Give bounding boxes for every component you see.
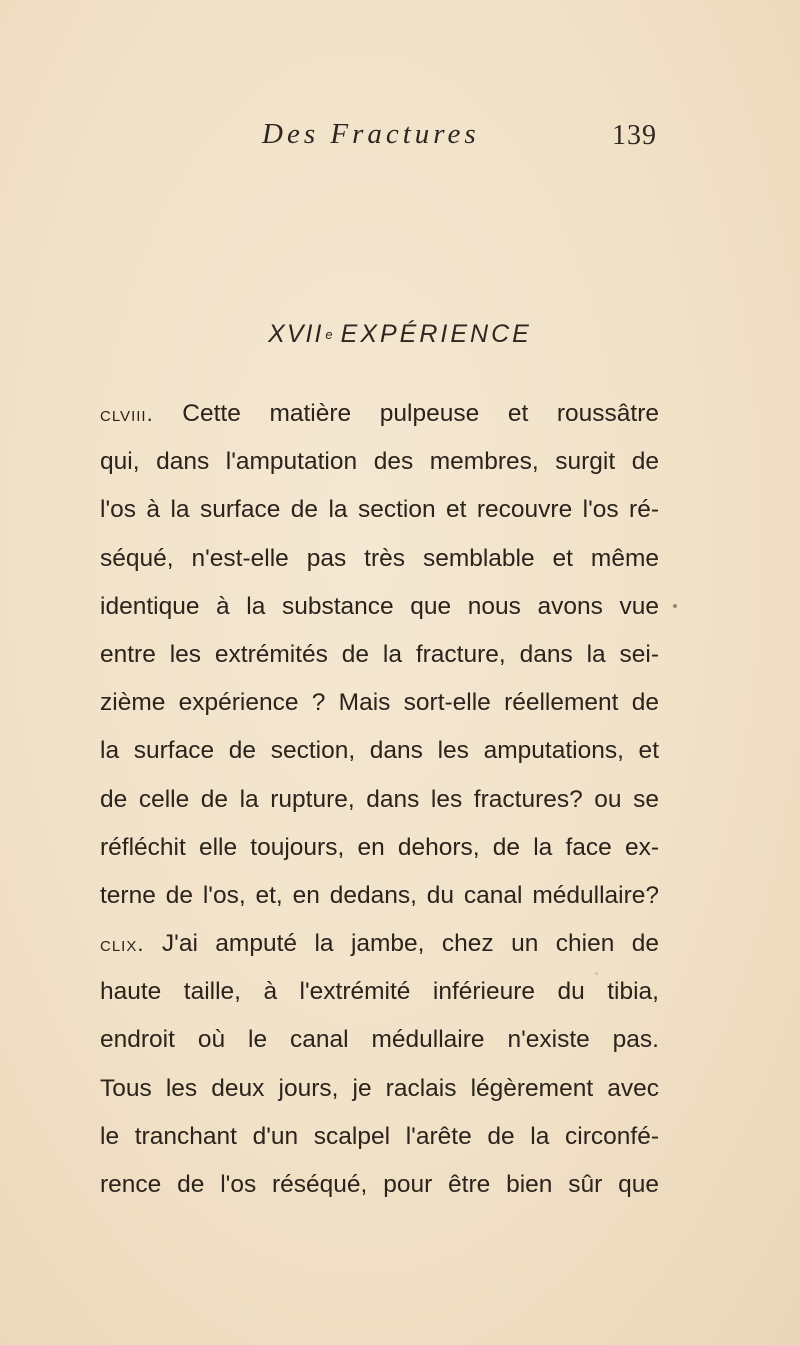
body-text	[100, 390, 659, 1209]
text-line	[100, 920, 659, 968]
running-title: Des Fractures	[262, 118, 480, 150]
paper-speck	[595, 972, 598, 975]
text-line: zième expérience ? Mais sort-elle réellement de	[100, 689, 659, 717]
text-line: entre les extrémités de la fracture, dans la sei-	[100, 640, 659, 668]
text-line: Tous les deux jours, je raclais légèrement avec	[100, 1074, 659, 1102]
paragraph-number: clix.	[100, 931, 145, 957]
line-text: J'ai amputé la jambe, chez un chien de	[144, 930, 659, 958]
section-superscript: e	[325, 327, 333, 342]
ink-speck	[673, 604, 677, 608]
text-line: l'os à la surface de la section et recouvre l'os ré-	[100, 496, 659, 524]
running-head	[0, 118, 800, 162]
section-title: EXPÉRIENCE	[340, 320, 532, 348]
text-line: qui, dans l'amputation des membres, surgit de	[100, 448, 659, 476]
text-line: réfléchit elle toujours, en dehors, de la face ex-	[100, 833, 659, 861]
section-heading	[0, 320, 800, 349]
text-line: endroit où le canal médullaire n'existe pas.	[100, 1026, 659, 1054]
text-line: la surface de section, dans les amputations, et	[100, 737, 659, 765]
line-text: Cette matière pulpeuse et roussâtre	[153, 400, 659, 427]
page-number: 139	[612, 120, 657, 151]
section-numeral: XVII	[268, 320, 324, 348]
text-line: rence de l'os réséqué, pour être bien sûr que	[100, 1171, 659, 1198]
text-line: le tranchant d'un scalpel l'arête de la circonfé-	[100, 1122, 659, 1150]
text-line: terne de l'os, et, en dedans, du canal médullaire?	[100, 881, 659, 909]
paragraph-number: clviii.	[100, 401, 154, 426]
text-line: identique à la substance que nous avons vue	[100, 592, 659, 620]
text-line	[100, 390, 659, 438]
text-line: haute taille, à l'extrémité inférieure du tibia,	[100, 978, 659, 1006]
text-line: séqué, n'est-elle pas très semblable et même	[100, 544, 659, 572]
text-line: de celle de la rupture, dans les fractures? ou se	[100, 785, 659, 813]
